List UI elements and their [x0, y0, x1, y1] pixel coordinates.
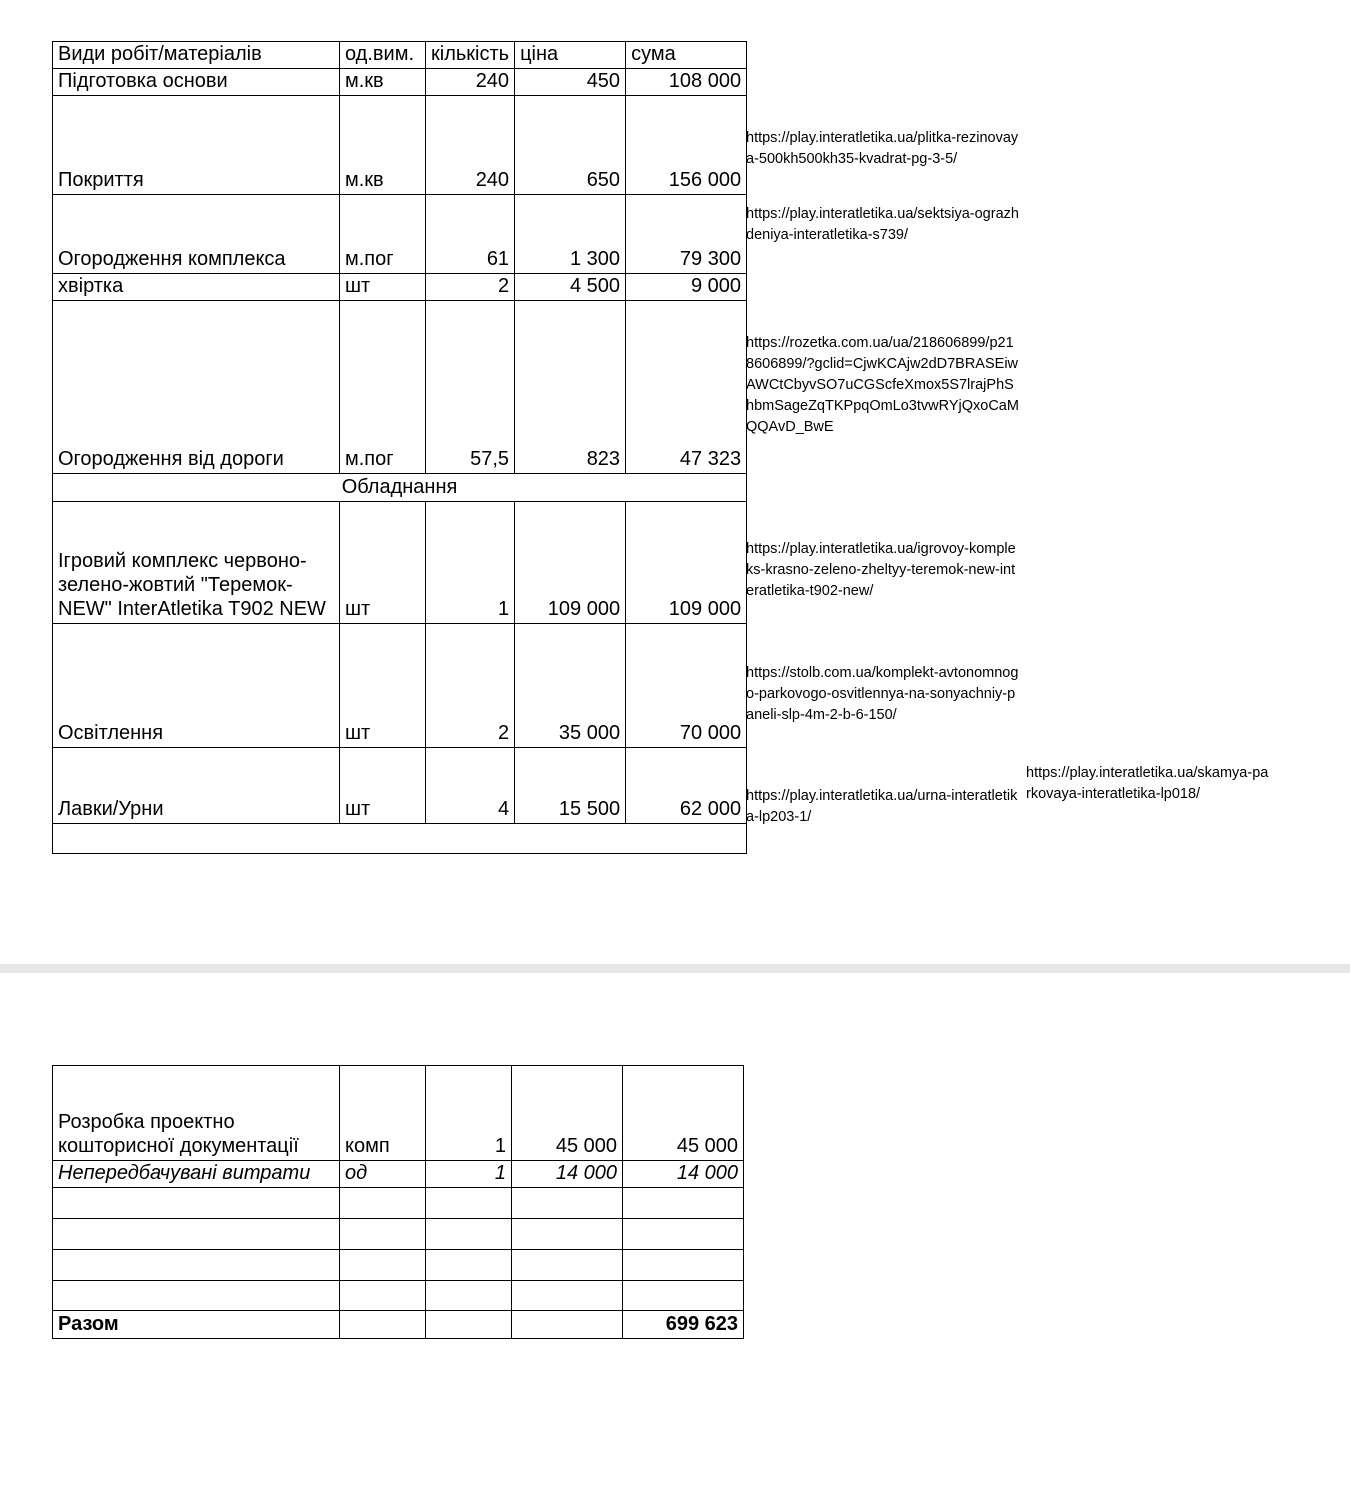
header-row	[53, 42, 747, 69]
link-ogorodzhennia[interactable]: https://play.interatletika.ua/sektsiya-ograzhdeniya-interatletika-s739/	[746, 206, 1019, 243]
empty-cell[interactable]	[53, 1188, 340, 1219]
cell-sum[interactable]: 9 000	[626, 274, 747, 301]
empty-cell[interactable]	[623, 1250, 744, 1281]
table-row	[53, 274, 747, 301]
cell-name[interactable]: Підготовка основи	[53, 69, 340, 96]
empty-cell[interactable]	[623, 1281, 744, 1311]
link-urna[interactable]: https://play.interatletika.ua/urna-interatletika-lp203-1/	[746, 788, 1018, 825]
table-row	[53, 301, 747, 474]
cell-unit[interactable]: м.пог	[340, 195, 426, 274]
cell-qty[interactable]: 240	[426, 96, 515, 195]
empty-cell[interactable]	[340, 1311, 426, 1339]
cell-price[interactable]: 15 500	[515, 748, 626, 824]
empty-cell[interactable]	[426, 1311, 512, 1339]
empty-cell[interactable]	[623, 1188, 744, 1219]
cell-qty[interactable]: 1	[426, 502, 515, 624]
empty-cell[interactable]	[512, 1281, 623, 1311]
empty-cell[interactable]	[512, 1250, 623, 1281]
cell-qty[interactable]: 240	[426, 69, 515, 96]
table-row	[53, 1161, 744, 1188]
cell-sum[interactable]: 62 000	[626, 748, 747, 824]
cell-name[interactable]: Огородження від дороги	[53, 301, 340, 474]
cell-qty[interactable]: 57,5	[426, 301, 515, 474]
table-row	[53, 1066, 744, 1161]
empty-cell[interactable]	[53, 1281, 340, 1311]
empty-row	[53, 1281, 744, 1311]
cell-sum[interactable]: 109 000	[626, 502, 747, 624]
cell-name[interactable]: Лавки/Урни	[53, 748, 340, 824]
empty-cell[interactable]	[426, 1250, 512, 1281]
cell-name[interactable]: Огородження комплекса	[53, 195, 340, 274]
cell-qty[interactable]: 1	[426, 1066, 512, 1161]
empty-cell[interactable]	[512, 1219, 623, 1250]
empty-cell[interactable]	[426, 1188, 512, 1219]
cell-name[interactable]: Покриття	[53, 96, 340, 195]
link-vid-dorogy[interactable]: https://rozetka.com.ua/ua/218606899/p218606899/?gclid=CjwKCAjw2dD7BRASEiwAWCtCbyvSO7uCGScfeXmox5S7lrajPhShbmSageZqTKPpqOmLo3tvwRYjQxoCaMQQAvD_BwE	[746, 335, 1019, 435]
empty-cell[interactable]	[340, 1219, 426, 1250]
link-osvitlennia[interactable]: https://stolb.com.ua/komplekt-avtonomnogo-parkovogo-osvitlennya-na-sonyachniy-paneli-slp-4m-2-b-6-150/	[746, 665, 1019, 723]
table-row	[53, 96, 747, 195]
header-cell-sum[interactable]: сума	[626, 42, 747, 69]
cell-unit[interactable]: м.пог	[340, 301, 426, 474]
cell-price[interactable]: 35 000	[515, 624, 626, 748]
summary-table	[52, 1065, 744, 1339]
empty-cell[interactable]	[512, 1188, 623, 1219]
link-pokryttia[interactable]: https://play.interatletika.ua/plitka-rezinovaya-500kh500kh35-kvadrat-pg-3-5/	[746, 130, 1019, 167]
cell-price[interactable]: 450	[515, 69, 626, 96]
cell-sum[interactable]: 70 000	[626, 624, 747, 748]
cell-unit[interactable]: шт	[340, 274, 426, 301]
page-divider	[0, 964, 1350, 973]
empty-row	[53, 1250, 744, 1281]
cell-name[interactable]: хвіртка	[53, 274, 340, 301]
cell-unit[interactable]: комп	[340, 1066, 426, 1161]
cell-qty[interactable]: 61	[426, 195, 515, 274]
header-cell-qty[interactable]: кількість	[426, 42, 515, 69]
section-title-equipment[interactable]: Обладнання	[53, 474, 747, 502]
link-lavka[interactable]: https://play.interatletika.ua/skamya-parkovaya-interatletika-lp018/	[1026, 765, 1269, 802]
table-row	[53, 502, 747, 624]
empty-row	[53, 824, 747, 854]
cell-price[interactable]: 823	[515, 301, 626, 474]
empty-cell[interactable]	[340, 1281, 426, 1311]
empty-cell[interactable]	[340, 1250, 426, 1281]
table-row	[53, 748, 747, 824]
cell-name[interactable]: Ігровий комплекс червоно-зелено-жовтий "Теремок-NEW" InterAtletika T902 NEW	[53, 502, 340, 624]
cell-name[interactable]: Розробка проектно кошторисної документації	[53, 1066, 340, 1161]
cell-price[interactable]: 1 300	[515, 195, 626, 274]
cell-unit[interactable]: од	[340, 1161, 426, 1188]
cell-unit[interactable]: м.кв	[340, 96, 426, 195]
empty-cell[interactable]	[512, 1311, 623, 1339]
cell-unit[interactable]: шт	[340, 502, 426, 624]
total-sum[interactable]: 699 623	[623, 1311, 744, 1339]
section-row	[53, 474, 747, 502]
empty-cell[interactable]	[426, 1281, 512, 1311]
header-cell-name[interactable]: Види робіт/матеріалів	[53, 42, 340, 69]
cell-price[interactable]: 4 500	[515, 274, 626, 301]
cell-name[interactable]: Непередбачувані витрати	[53, 1161, 340, 1188]
cell-sum[interactable]: 45 000	[623, 1066, 744, 1161]
empty-row	[53, 1188, 744, 1219]
table-row	[53, 195, 747, 274]
cell-unit[interactable]: м.кв	[340, 69, 426, 96]
cell-qty[interactable]: 2	[426, 624, 515, 748]
empty-cell[interactable]	[426, 1219, 512, 1250]
cell-sum[interactable]: 156 000	[626, 96, 747, 195]
total-label[interactable]: Разом	[53, 1311, 340, 1339]
header-cell-price[interactable]: ціна	[515, 42, 626, 69]
table-row	[53, 624, 747, 748]
cell-unit[interactable]: шт	[340, 748, 426, 824]
cell-name[interactable]: Освітлення	[53, 624, 340, 748]
cell-qty[interactable]: 4	[426, 748, 515, 824]
cell-sum[interactable]: 14 000	[623, 1161, 744, 1188]
cell-sum[interactable]: 79 300	[626, 195, 747, 274]
empty-cell[interactable]	[53, 824, 747, 854]
cell-price[interactable]: 109 000	[515, 502, 626, 624]
link-kompleks[interactable]: https://play.interatletika.ua/igrovoy-kompleks-krasno-zeleno-zheltyy-teremok-new-interatletika-t902-new/	[746, 541, 1016, 599]
empty-cell[interactable]	[623, 1219, 744, 1250]
empty-row	[53, 1219, 744, 1250]
header-cell-unit[interactable]: од.вим.	[340, 42, 426, 69]
cell-price[interactable]: 45 000	[512, 1066, 623, 1161]
cell-sum[interactable]: 47 323	[626, 301, 747, 474]
cell-price[interactable]: 14 000	[512, 1161, 623, 1188]
table-row	[53, 69, 747, 96]
empty-cell[interactable]	[53, 1219, 340, 1250]
empty-cell[interactable]	[53, 1250, 340, 1281]
cell-sum[interactable]: 108 000	[626, 69, 747, 96]
cell-unit[interactable]: шт	[340, 624, 426, 748]
total-row	[53, 1311, 744, 1339]
cell-qty[interactable]: 1	[426, 1161, 512, 1188]
cell-price[interactable]: 650	[515, 96, 626, 195]
cell-qty[interactable]: 2	[426, 274, 515, 301]
empty-cell[interactable]	[340, 1188, 426, 1219]
cost-table	[52, 41, 747, 854]
